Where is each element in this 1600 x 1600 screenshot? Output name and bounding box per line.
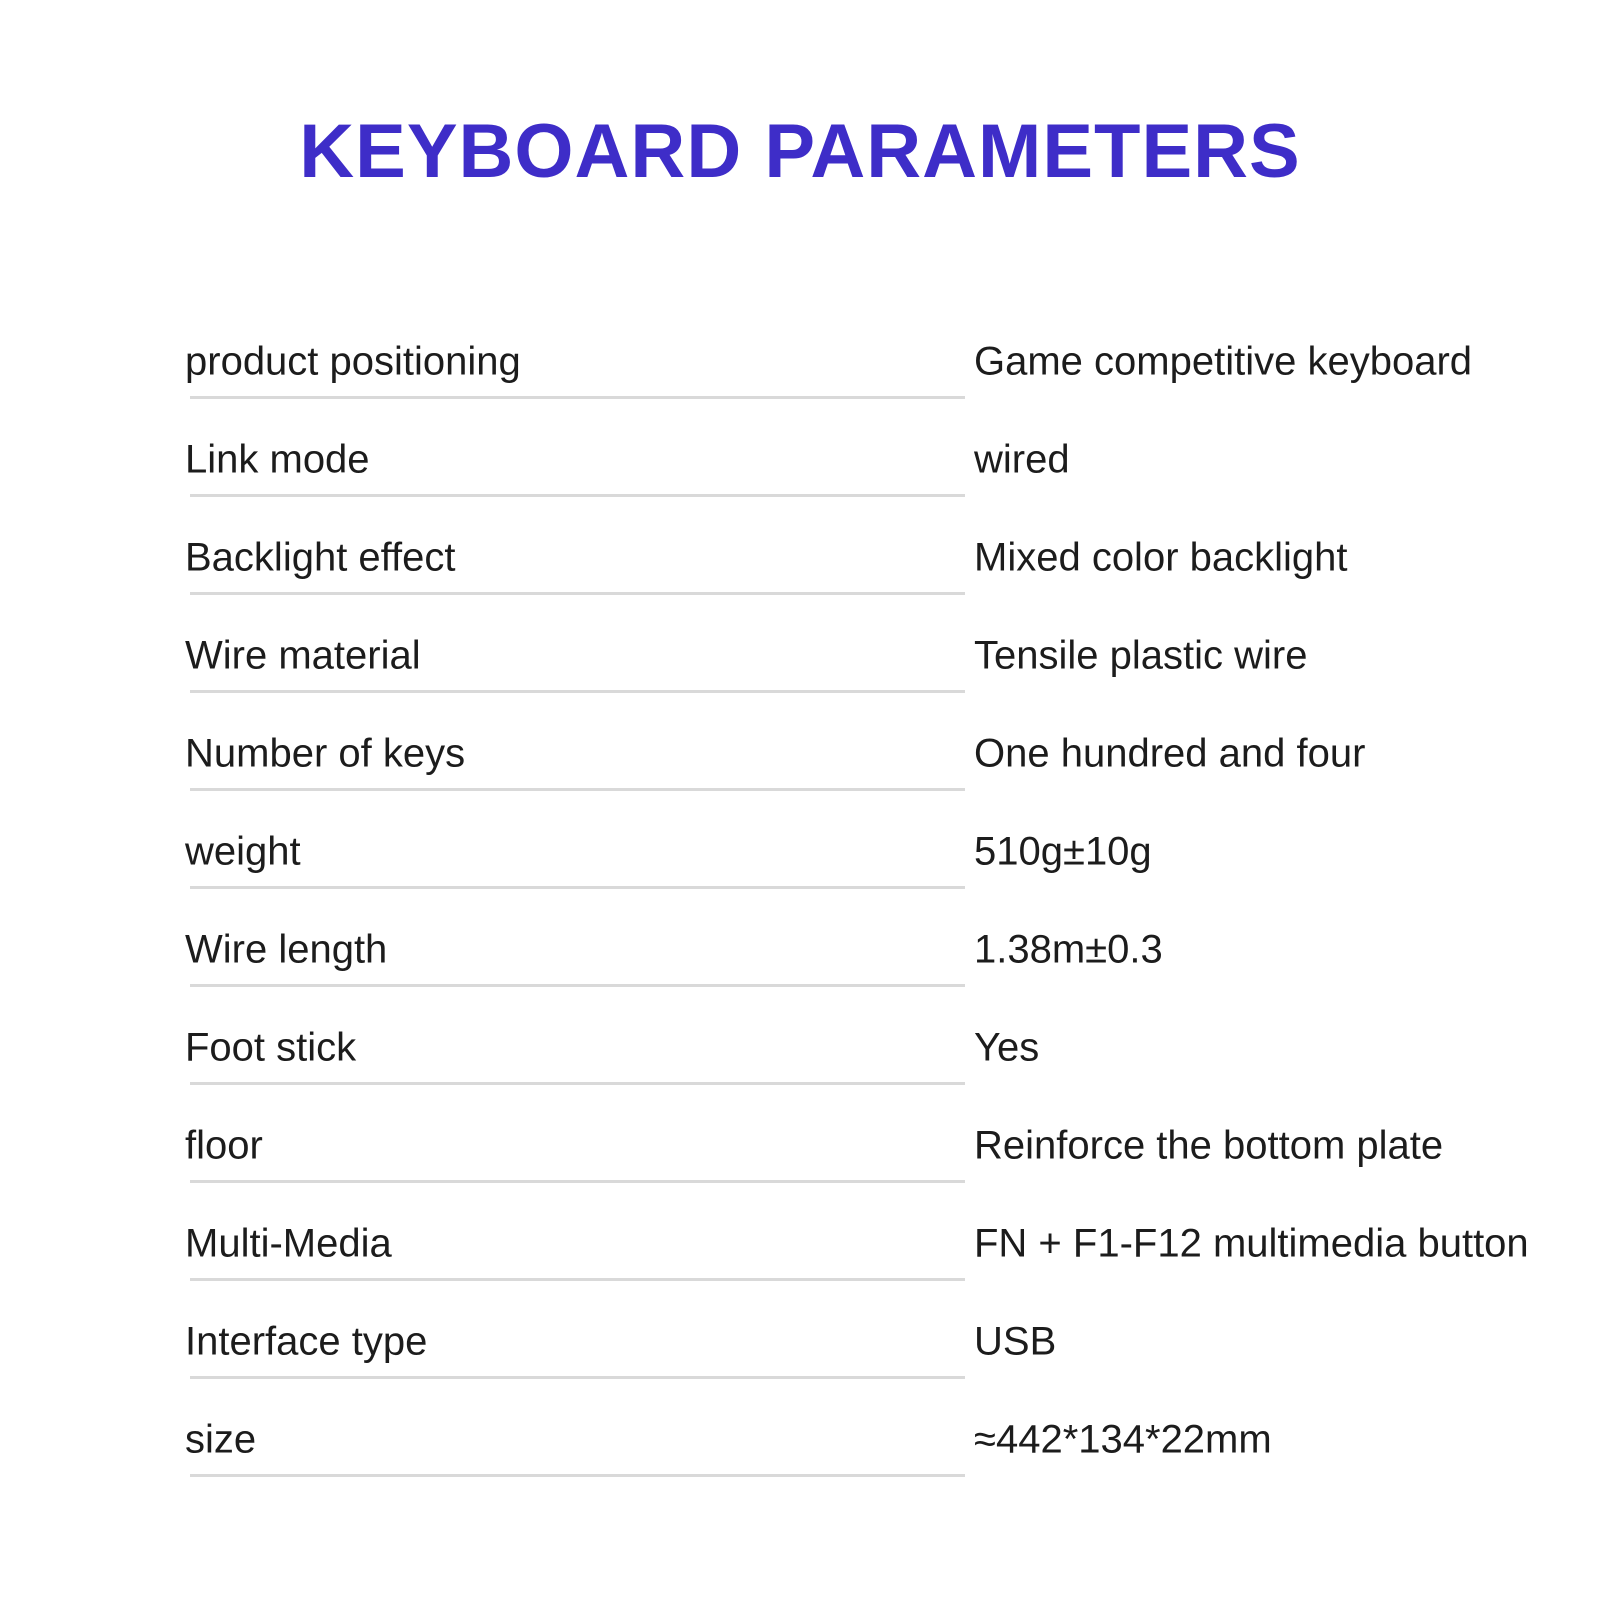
table-row	[0, 1391, 1600, 1489]
row-value: Yes	[974, 1025, 1040, 1070]
row-value: ≈442*134*22mm	[974, 1417, 1272, 1462]
row-value: One hundred and four	[974, 731, 1366, 776]
row-divider	[190, 690, 965, 693]
row-value: 510g±10g	[974, 829, 1152, 874]
table-row	[0, 999, 1600, 1097]
table-row	[0, 607, 1600, 705]
row-divider	[190, 886, 965, 889]
row-value: wired	[974, 437, 1070, 482]
page-title: KEYBOARD PARAMETERS	[299, 109, 1301, 194]
row-value: Tensile plastic wire	[974, 633, 1308, 678]
row-label: Link mode	[185, 437, 370, 482]
row-value: FN + F1-F12 multimedia button	[974, 1221, 1529, 1266]
row-label: Foot stick	[185, 1025, 357, 1070]
table-row	[0, 411, 1600, 509]
table-row	[0, 1097, 1600, 1195]
row-divider	[190, 984, 965, 987]
row-label: floor	[185, 1123, 263, 1168]
row-divider	[190, 1474, 965, 1477]
table-row	[0, 705, 1600, 803]
row-divider	[190, 1180, 965, 1183]
row-divider	[190, 788, 965, 791]
row-divider	[190, 1082, 965, 1085]
table-row	[0, 803, 1600, 901]
row-value: Mixed color backlight	[974, 535, 1348, 580]
row-label: product positioning	[185, 339, 521, 384]
row-label: Multi-Media	[185, 1221, 392, 1266]
table-row	[0, 313, 1600, 411]
row-divider	[190, 494, 965, 497]
row-value: 1.38m±0.3	[974, 927, 1163, 972]
row-value: Game competitive keyboard	[974, 339, 1473, 384]
parameters-table	[0, 313, 1600, 1489]
row-label: weight	[185, 829, 301, 874]
row-label: Wire length	[185, 927, 388, 972]
row-label: Interface type	[185, 1319, 428, 1364]
row-label: Backlight effect	[185, 535, 456, 580]
table-row	[0, 509, 1600, 607]
row-label: Wire material	[185, 633, 421, 678]
row-divider	[190, 396, 965, 399]
row-value: Reinforce the bottom plate	[974, 1123, 1444, 1168]
table-row	[0, 1195, 1600, 1293]
table-row	[0, 901, 1600, 999]
row-divider	[190, 1278, 965, 1281]
table-row	[0, 1293, 1600, 1391]
row-divider	[190, 592, 965, 595]
row-divider	[190, 1376, 965, 1379]
row-label: size	[185, 1417, 257, 1462]
row-value: USB	[974, 1319, 1057, 1364]
row-label: Number of keys	[185, 731, 466, 776]
